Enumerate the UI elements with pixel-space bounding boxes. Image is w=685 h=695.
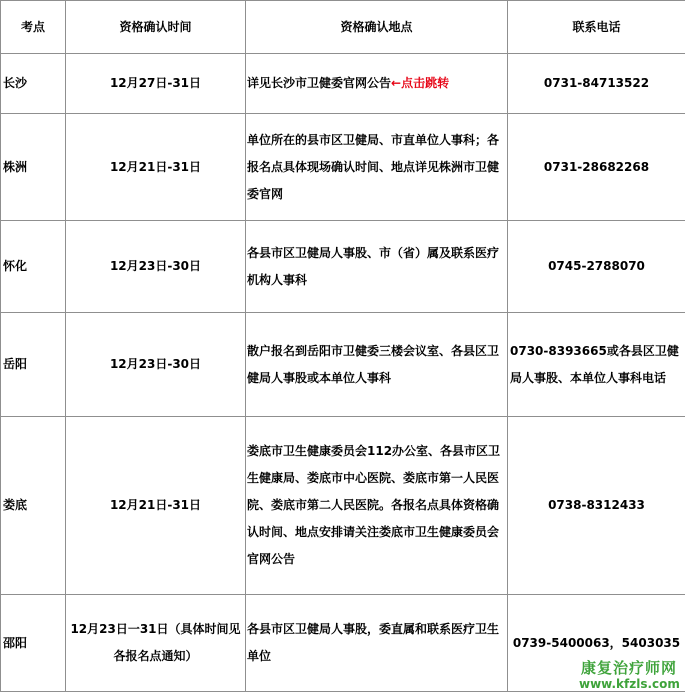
site-cell: 岳阳: [1, 313, 66, 417]
header-location: 资格确认地点: [246, 1, 508, 54]
table-row: [1, 114, 685, 221]
time-cell: 12月27日-31日: [66, 54, 246, 114]
phone-cell: 0745-2788070: [508, 221, 685, 313]
watermark-url: www.kfzls.com: [579, 677, 680, 691]
table-row: [1, 595, 685, 692]
time-cell: 12月23日-30日: [66, 313, 246, 417]
site-cell: 邵阳: [1, 595, 66, 692]
site-cell: 娄底: [1, 417, 66, 595]
phone-cell: 0731-28682268: [508, 114, 685, 221]
table-row: [1, 221, 685, 313]
time-cell: 12月23日一31日（具体时间见各报名点通知）: [66, 595, 246, 692]
site-cell: 株洲: [1, 114, 66, 221]
phone-cell: 0730-8393665或各县区卫健局人事股、本单位人事科电话: [508, 313, 685, 417]
location-cell: 各县市区卫健局人事股，委直属和联系医疗卫生单位: [246, 595, 508, 692]
phone-cell: 0738-8312433: [508, 417, 685, 595]
header-phone: 联系电话: [508, 1, 685, 54]
location-cell: 各县市区卫健局人事股、市（省）属及联系医疗机构人事科: [246, 221, 508, 313]
table-row: [1, 417, 685, 595]
phone-cell: 0731-84713522: [508, 54, 685, 114]
table-row: [1, 54, 685, 114]
location-cell: 单位所在的县市区卫健局、市直单位人事科；各报名点具体现场确认时间、地点详见株洲市卫健委官网: [246, 114, 508, 221]
header-site: 考点: [1, 1, 66, 54]
location-cell: 散户报名到岳阳市卫健委三楼会议室、各县区卫健局人事股或本单位人事科: [246, 313, 508, 417]
time-cell: 12月23日-30日: [66, 221, 246, 313]
table-header-row: [1, 1, 685, 54]
time-cell: 12月21日-31日: [66, 417, 246, 595]
phone-cell: 0739-5400063，5403035: [508, 595, 685, 692]
location-text: 详见长沙市卫健委官网公告: [247, 76, 392, 90]
time-cell: 12月21日-31日: [66, 114, 246, 221]
site-cell: 怀化: [1, 221, 66, 313]
table-row: [1, 313, 685, 417]
watermark-name: 康复治疗师网: [580, 659, 677, 677]
location-cell: [246, 54, 508, 114]
site-cell: 长沙: [1, 54, 66, 114]
jump-link[interactable]: 点击跳转: [401, 76, 450, 90]
left-arrow-icon: ←: [391, 76, 402, 90]
header-time: 资格确认时间: [66, 1, 246, 54]
location-cell: 娄底市卫生健康委员会112办公室、各县市区卫生健康局、娄底市中心医院、娄底市第一人民医院、娄底市第二人民医院。各报名点具体资格确认时间、地点安排请关注娄底市卫生健康委员会官网公告: [246, 417, 508, 595]
